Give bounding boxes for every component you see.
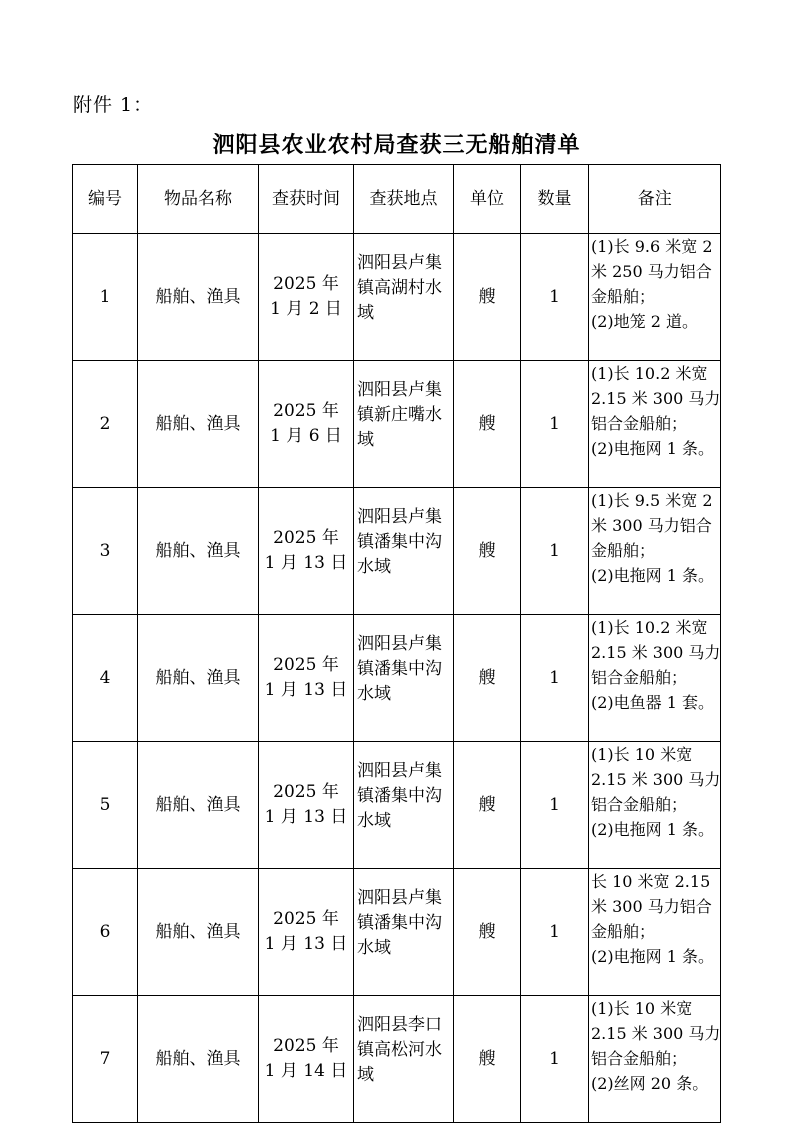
cell-note-line: 2.15 米 300 马力 <box>591 770 721 789</box>
cell-date-line: 2025 年 <box>273 1036 339 1056</box>
cell-date-line: 1 月 13 日 <box>264 553 348 573</box>
cell-location-line: 水域 <box>357 938 391 958</box>
cell-location-line: 泗阳县卢集 <box>357 888 442 908</box>
table-row <box>73 615 721 742</box>
cell-note-line: 铝合金船舶； <box>591 414 688 433</box>
cell-no: 1 <box>73 234 138 361</box>
cell-location-line: 镇新庄嘴水 <box>357 405 442 425</box>
table-row <box>73 361 721 488</box>
cell-note <box>589 996 721 1123</box>
cell-location-line: 镇潘集中沟 <box>357 659 442 679</box>
cell-unit: 艘 <box>454 615 521 742</box>
cell-date-line: 1 月 13 日 <box>264 934 348 954</box>
cell-qty: 1 <box>521 615 589 742</box>
cell-date <box>259 234 354 361</box>
cell-unit: 艘 <box>454 996 521 1123</box>
cell-location-line: 镇潘集中沟 <box>357 786 442 806</box>
cell-note-line: (1)长 9.6 米宽 2 <box>591 237 713 256</box>
table-row <box>73 742 721 869</box>
cell-note-line: 2.15 米 300 马力 <box>591 389 721 408</box>
cell-location-line: 镇潘集中沟 <box>357 532 442 552</box>
header-location: 查获地点 <box>354 165 454 234</box>
cell-date-line: 2025 年 <box>273 655 339 675</box>
cell-location-line: 泗阳县卢集 <box>357 507 442 527</box>
cell-note <box>589 234 721 361</box>
cell-location <box>354 488 454 615</box>
cell-location-line: 泗阳县卢集 <box>357 380 442 400</box>
cell-date-line: 2025 年 <box>273 401 339 421</box>
cell-note-line: 铝合金船舶； <box>591 668 688 687</box>
cell-qty: 1 <box>521 869 589 996</box>
cell-date-line: 2025 年 <box>273 528 339 548</box>
cell-no: 4 <box>73 615 138 742</box>
cell-note-line: 米 300 马力铝合 <box>591 516 712 535</box>
cell-date-line: 1 月 13 日 <box>264 680 348 700</box>
cell-qty: 1 <box>521 996 589 1123</box>
cell-location-line: 泗阳县李口 <box>357 1015 442 1035</box>
cell-location-line: 镇高松河水 <box>357 1040 442 1060</box>
cell-location <box>354 996 454 1123</box>
cell-unit: 艘 <box>454 488 521 615</box>
cell-date <box>259 742 354 869</box>
cell-date <box>259 488 354 615</box>
cell-location-line: 水域 <box>357 557 391 577</box>
cell-date-line: 1 月 2 日 <box>270 299 342 319</box>
cell-note-line: (2)电拖网 1 条。 <box>591 439 715 458</box>
document-title: 泗阳县农业农村局查获三无船舶清单 <box>212 133 581 158</box>
cell-note-line: (2)电拖网 1 条。 <box>591 566 715 585</box>
cell-location-line: 水域 <box>357 811 391 831</box>
cell-date <box>259 996 354 1123</box>
cell-location <box>354 361 454 488</box>
cell-note-line: (1)长 10 米宽 <box>591 745 693 764</box>
cell-location-line: 水域 <box>357 684 391 704</box>
cell-note-line: (1)长 10 米宽 <box>591 999 693 1018</box>
cell-location <box>354 615 454 742</box>
table-row <box>73 488 721 615</box>
cell-no: 6 <box>73 869 138 996</box>
cell-location <box>354 234 454 361</box>
cell-item: 船舶、渔具 <box>138 234 259 361</box>
cell-location-line: 泗阳县卢集 <box>357 761 442 781</box>
cell-location <box>354 742 454 869</box>
cell-no: 7 <box>73 996 138 1123</box>
cell-note-line: 金船舶； <box>591 541 656 560</box>
cell-note-line: (1)长 10.2 米宽 <box>591 618 708 637</box>
cell-location-line: 镇潘集中沟 <box>357 913 442 933</box>
cell-qty: 1 <box>521 488 589 615</box>
cell-note <box>589 361 721 488</box>
cell-no: 2 <box>73 361 138 488</box>
header-unit: 单位 <box>454 165 521 234</box>
table-row <box>73 996 721 1123</box>
cell-note-line: 金船舶； <box>591 287 656 306</box>
cell-note-line: (1)长 9.5 米宽 2 <box>591 491 713 510</box>
cell-unit: 艘 <box>454 361 521 488</box>
cell-note <box>589 488 721 615</box>
cell-location-line: 镇高湖村水 <box>357 278 442 298</box>
cell-note-line: 2.15 米 300 马力 <box>591 643 721 662</box>
header-item: 物品名称 <box>138 165 259 234</box>
cell-note-line: 长 10 米宽 2.15 <box>591 872 711 891</box>
cell-note <box>589 869 721 996</box>
cell-no: 5 <box>73 742 138 869</box>
cell-note-line: 米 300 马力铝合 <box>591 897 712 916</box>
cell-date-line: 2025 年 <box>273 909 339 929</box>
cell-unit: 艘 <box>454 234 521 361</box>
cell-location-line: 域 <box>357 1065 374 1085</box>
cell-date-line: 1 月 6 日 <box>270 426 342 446</box>
cell-note <box>589 615 721 742</box>
table-row <box>73 234 721 361</box>
cell-note-line: 金船舶； <box>591 922 656 941</box>
cell-location-line: 域 <box>357 303 374 323</box>
header-note: 备注 <box>589 165 721 234</box>
cell-date-line: 1 月 13 日 <box>264 807 348 827</box>
cell-note-line: (2)电拖网 1 条。 <box>591 820 715 839</box>
cell-note-line: (2)丝网 20 条。 <box>591 1074 709 1093</box>
cell-note-line: 米 250 马力铝合 <box>591 262 712 281</box>
cell-item: 船舶、渔具 <box>138 615 259 742</box>
cell-qty: 1 <box>521 234 589 361</box>
cell-note-line: (2)电拖网 1 条。 <box>591 947 715 966</box>
cell-note-line: 铝合金船舶； <box>591 1049 688 1068</box>
cell-location-line: 泗阳县卢集 <box>357 253 442 273</box>
cell-note-line: 铝合金船舶； <box>591 795 688 814</box>
header-date: 查获时间 <box>259 165 354 234</box>
cell-unit: 艘 <box>454 869 521 996</box>
cell-qty: 1 <box>521 361 589 488</box>
header-no: 编号 <box>73 165 138 234</box>
cell-item: 船舶、渔具 <box>138 742 259 869</box>
cell-date <box>259 361 354 488</box>
cell-item: 船舶、渔具 <box>138 869 259 996</box>
table-header-row <box>73 165 721 234</box>
cell-no: 3 <box>73 488 138 615</box>
header-qty: 数量 <box>521 165 589 234</box>
cell-item: 船舶、渔具 <box>138 996 259 1123</box>
cell-qty: 1 <box>521 742 589 869</box>
cell-note-line: (2)电鱼器 1 套。 <box>591 693 715 712</box>
seized-vessels-table <box>72 164 721 1123</box>
cell-date-line: 2025 年 <box>273 274 339 294</box>
cell-unit: 艘 <box>454 742 521 869</box>
cell-date <box>259 869 354 996</box>
cell-item: 船舶、渔具 <box>138 488 259 615</box>
cell-location <box>354 869 454 996</box>
cell-date-line: 2025 年 <box>273 782 339 802</box>
cell-date <box>259 615 354 742</box>
cell-note-line: (2)地笼 2 道。 <box>591 312 699 331</box>
annex-label: 附件 1： <box>73 94 154 116</box>
cell-note <box>589 742 721 869</box>
table-row <box>73 869 721 996</box>
cell-date-line: 1 月 14 日 <box>264 1061 348 1081</box>
cell-note-line: 2.15 米 300 马力 <box>591 1024 721 1043</box>
cell-location-line: 泗阳县卢集 <box>357 634 442 654</box>
cell-item: 船舶、渔具 <box>138 361 259 488</box>
cell-note-line: (1)长 10.2 米宽 <box>591 364 708 383</box>
cell-location-line: 域 <box>357 430 374 450</box>
